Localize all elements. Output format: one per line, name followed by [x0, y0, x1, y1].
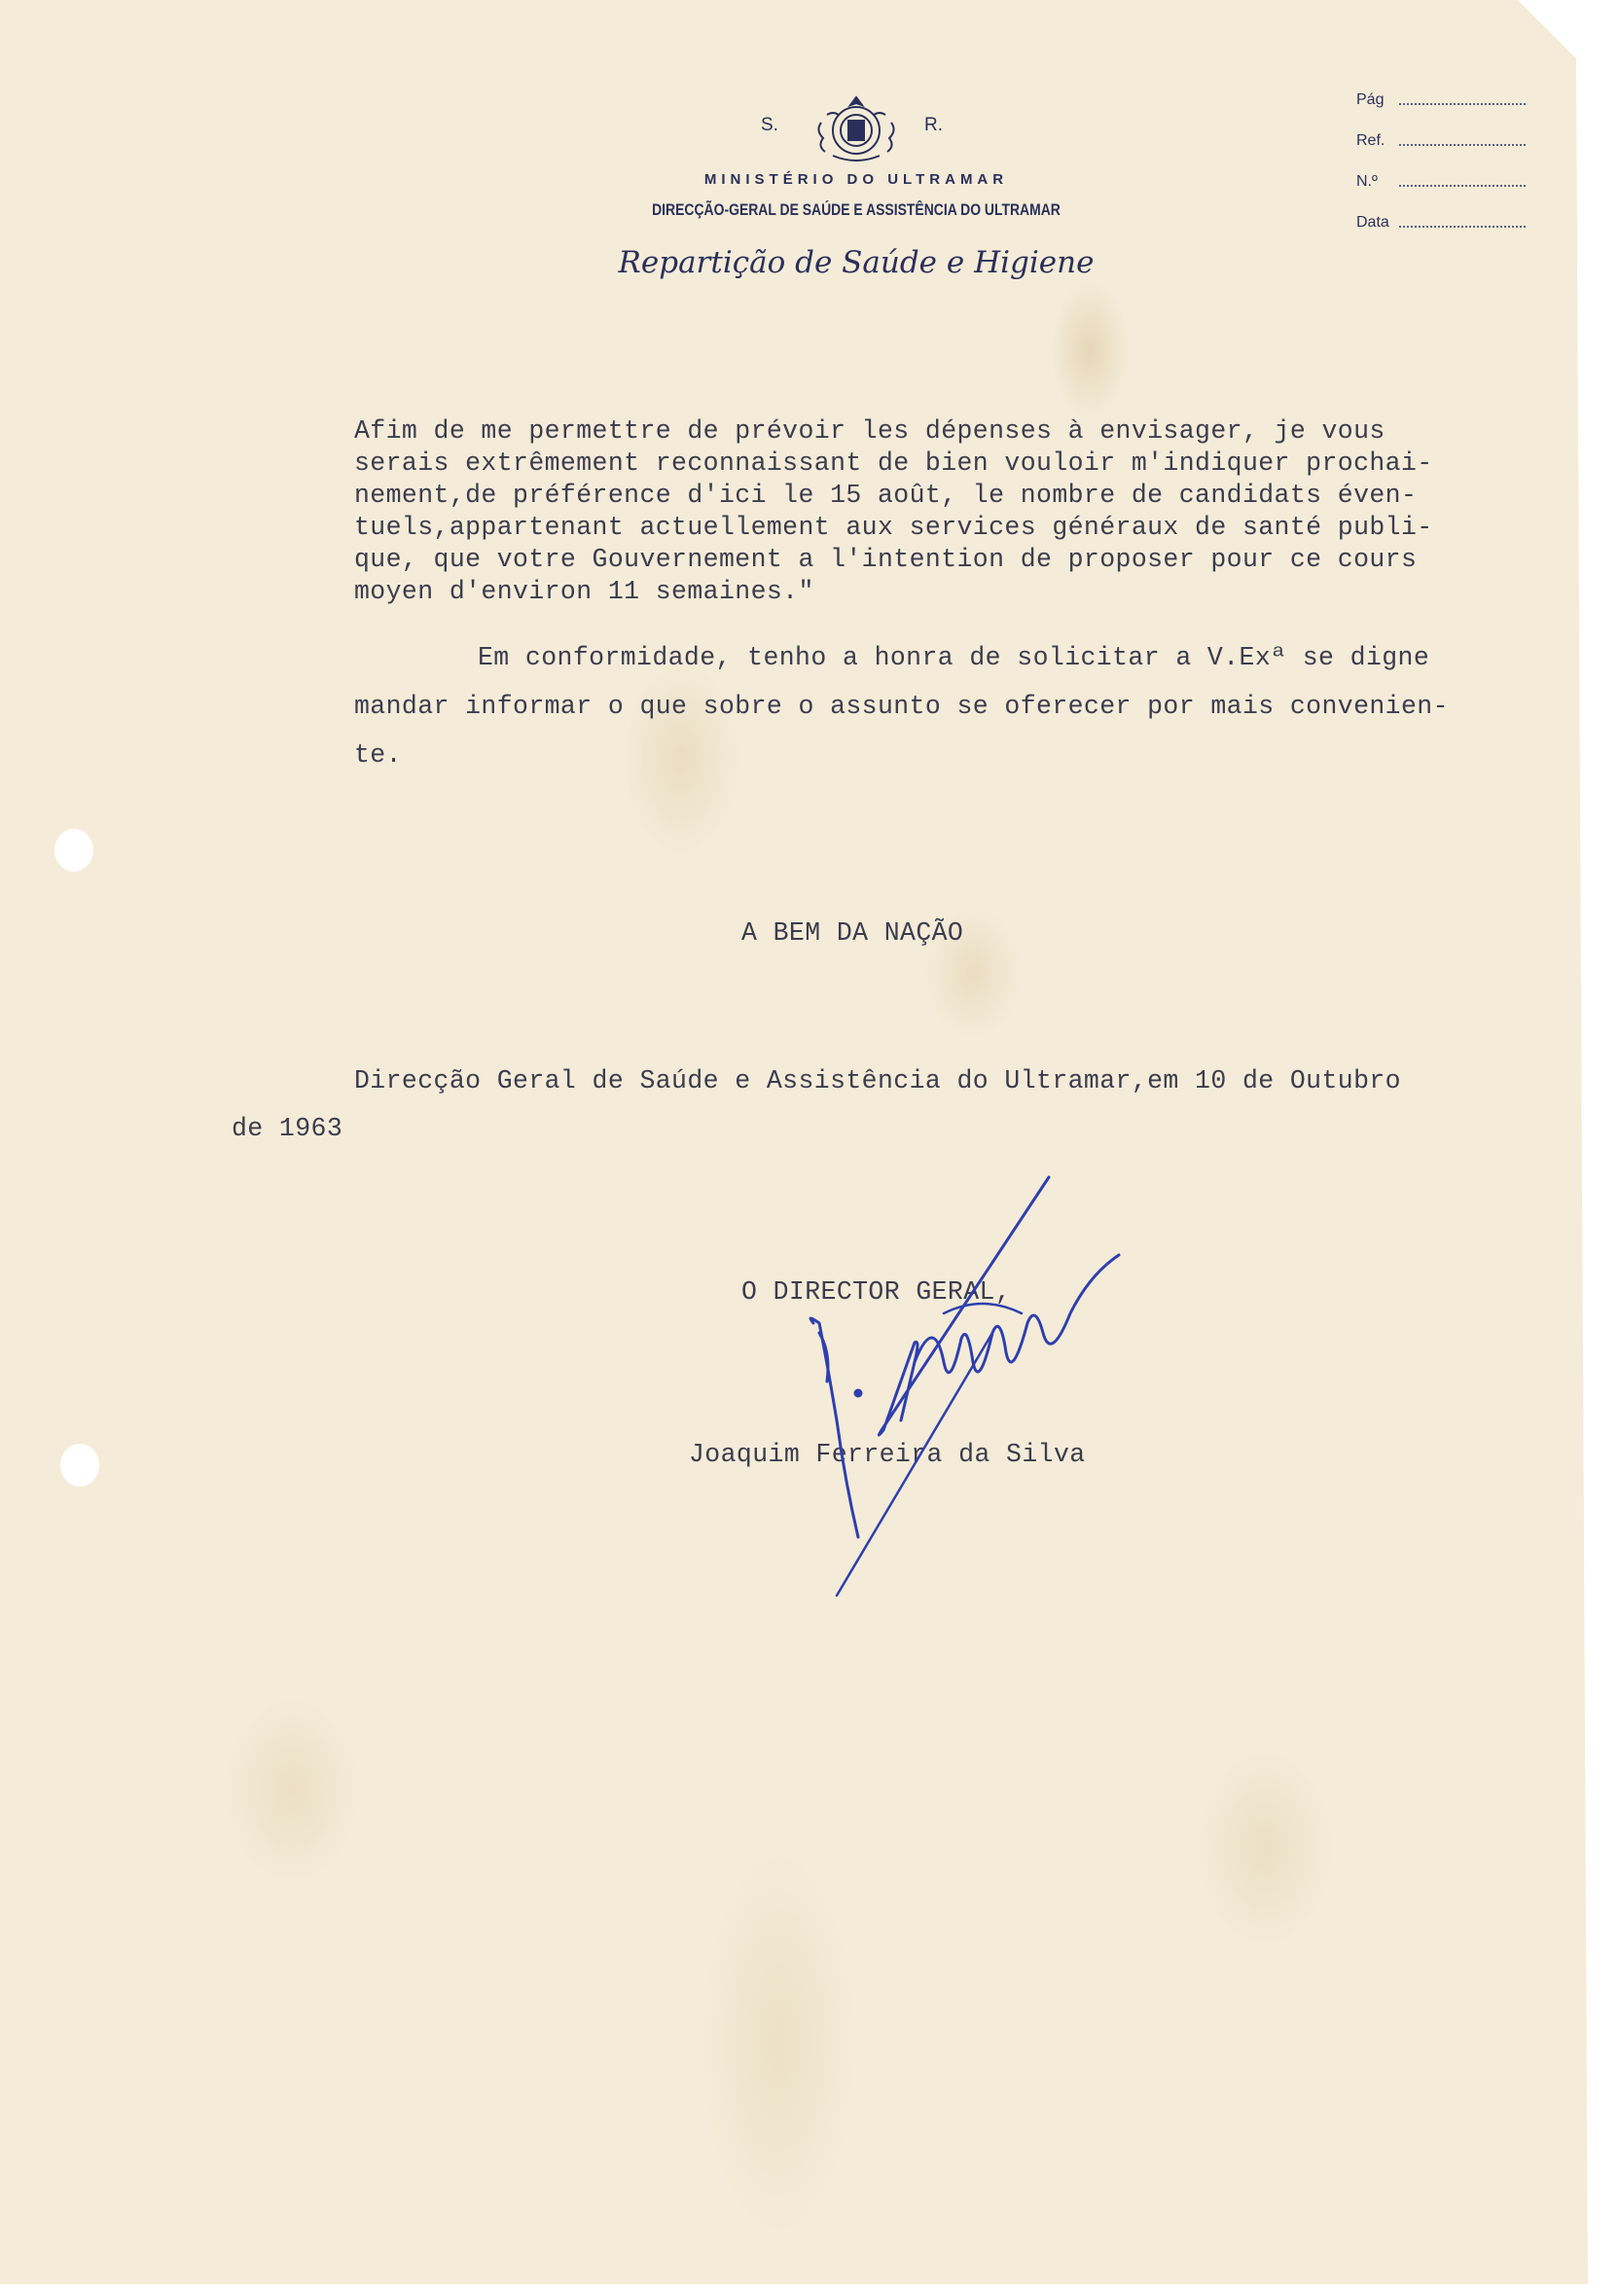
coat-of-arms-icon: [811, 93, 901, 165]
meta-pag: [1356, 91, 1384, 109]
meta-data-label: Data: [1356, 214, 1389, 231]
handwritten-signature: [798, 1167, 1226, 1615]
meta-ref: [1356, 132, 1385, 150]
department-name: Repartição de Saúde e Higiene: [618, 245, 1095, 280]
ministry-name: MINISTÉRIO DO ULTRAMAR: [703, 171, 1009, 188]
quote-line: serais extrêmement reconnaissant de bien vouloir m'indiquer prochai-: [354, 448, 1433, 478]
letterhead-r: R.: [924, 115, 943, 135]
letterhead-s: S.: [761, 115, 778, 135]
meta-numero-label: N.º: [1356, 173, 1378, 190]
punch-hole-top: [54, 829, 93, 872]
meta-numero: [1356, 173, 1378, 191]
quote-line: nement,de préférence d'ici le 15 août, le nombre de candidats éven-: [354, 481, 1418, 510]
signatory-name: Joaquim Ferreira da Silva: [689, 1440, 1086, 1469]
meta-pag-label: Pág: [1356, 91, 1385, 108]
signatory-title: O DIRECTOR GERAL,: [741, 1277, 1012, 1307]
quote-line: que, que votre Gouvernement a l'intention de proposer pour ce cours: [354, 545, 1418, 574]
punch-hole-bottom: [60, 1444, 99, 1487]
quote-line: moyen d'environ 11 semaines.": [354, 577, 814, 606]
request-line: mandar informar o que sobre o assunto se oferecer por mais convenien-: [354, 692, 1449, 721]
quote-line: Afim de me permettre de prévoir les dépenses à envisager, je vous: [354, 416, 1385, 446]
directorate-name: DIRECÇÃO-GERAL DE SAÚDE E ASSISTÊNCIA DO ULTRAMAR: [652, 200, 1061, 219]
meta-data: [1356, 214, 1389, 232]
place-date-line: Direcção Geral de Saúde e Assistência do Ultramar,em 10 de Outubro: [354, 1066, 1401, 1095]
letterhead-emblem-row: [739, 93, 992, 167]
request-line: te.: [354, 740, 402, 770]
quote-line: tuels,appartenant actuellement aux services généraux de santé publi-: [354, 513, 1433, 542]
closing-motto: A BEM DA NAÇÃO: [741, 918, 964, 948]
place-date-line: de 1963: [232, 1114, 343, 1143]
request-line: Em conformidade, tenho a honra de solicitar a V.Exª se digne: [478, 643, 1430, 672]
meta-ref-label: Ref.: [1356, 132, 1385, 149]
